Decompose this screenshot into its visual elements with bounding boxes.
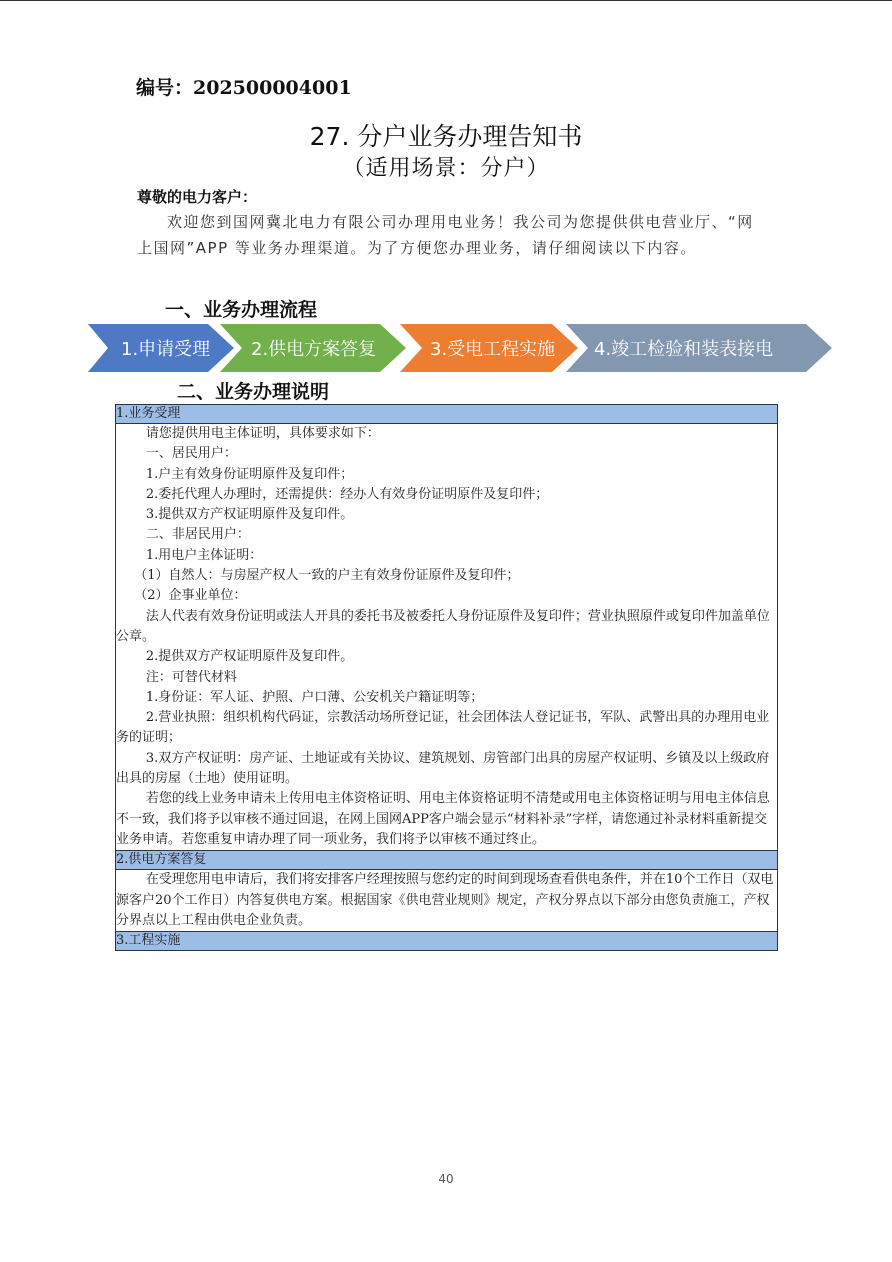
text-line: 法人代表有效身份证明或法人开具的委托书及被委托人身份证原件及复印件；营业执照原件或复印件加盖单位公章。 — [116, 608, 770, 644]
section1-title: 一、业务办理流程 — [165, 299, 318, 321]
intro-paragraph: 欢迎您到国网冀北电力有限公司办理用电业务！我公司为您提供供电营业厅、“网上国网”APP 等业务办理渠道。为了方便您办理业务，请仔细阅读以下内容。 — [137, 213, 754, 257]
text-line: 1.户主有效身份证明原件及复印件； — [145, 466, 354, 482]
text-line: 3.提供双方产权证明原件及复印件。 — [145, 507, 354, 523]
text-line: （2）企事业单位： — [134, 588, 247, 604]
text-line: 若您的线上业务申请未上传用电主体资格证明、用电主体资格证明不清楚或用电主体资格证明与用电主体信息不一致，我们将予以审核不通过回退，在网上国网APP客户端会显示“材料补录”字样，请您通过补录材料重新提交业务申请。若您重复申请办理了同一项业务，我们将予以审核不通过终止。 — [116, 791, 770, 847]
section-header-project-implementation: 3.工程实施 — [116, 932, 778, 951]
business-instructions-table — [115, 404, 778, 951]
section-body-supply-plan-reply — [116, 870, 778, 932]
page-subtitle: （适用场景：分户） — [342, 156, 550, 181]
table-section-header — [116, 851, 778, 870]
section-body-business-acceptance — [116, 424, 778, 851]
document-number — [136, 73, 352, 100]
greeting: 尊敬的电力客户： — [137, 188, 258, 206]
text-line: 1.用电户主体证明： — [145, 547, 263, 563]
flow-step-3-label: 3.受电工程实施 — [430, 339, 556, 360]
document-number-value: 202500004001 — [193, 77, 352, 99]
text-line: 请您提供用电主体证明，具体要求如下： — [145, 426, 380, 441]
flow-step-1-label: 1.申请受理 — [121, 339, 211, 360]
text-line: 2.营业执照：组织机构代码证，宗教活动场所登记证，社会团体法人登记证书，军队、武警出具的办理用电业务的证明； — [116, 710, 770, 746]
top-border-line — [0, 0, 892, 1]
text-line: 2.提供双方产权证明原件及复印件。 — [145, 649, 354, 665]
text-line: 在受理您用电申请后，我们将安排客户经理按照与您约定的时间到现场查看供电条件，并在10个工作日（双电源客户20个工作日）内答复供电方案。根据国家《供电营业规则》规定，产权分界点以下部分由您负责施工，产权分界点以上工程由供电企业负责。 — [116, 872, 774, 928]
table-section-header — [116, 405, 778, 424]
text-line: 注：可替代材料 — [145, 669, 237, 685]
text-line: 1.身份证：军人证、护照、户口薄、公安机关户籍证明等； — [145, 689, 484, 705]
flow-step-4-label: 4.竣工检验和装表接电 — [594, 339, 774, 360]
text-line: 3.双方产权证明：房产证、土地证或有关协议、建筑规划、房管部门出具的房屋产权证明、乡镇及以上级政府出具的房屋（土地）使用证明。 — [116, 750, 770, 787]
page-title: 27. 分户业务办理告知书 — [309, 122, 583, 151]
text-line: 二、非居民用户： — [145, 527, 250, 543]
document-number-label: 编号： — [136, 77, 194, 99]
page-number: 40 — [438, 1172, 454, 1186]
table-section-body — [116, 424, 778, 851]
table-section-header — [116, 932, 778, 951]
section-header-business-acceptance: 1.业务受理 — [116, 405, 778, 424]
text-line: （1）自然人：与房屋产权人一致的户主有效身份证原件及复印件； — [134, 568, 520, 584]
flow-step-2-label: 2.供电方案答复 — [251, 339, 377, 360]
text-line: 一、居民用户： — [145, 446, 237, 462]
process-flow — [88, 324, 833, 372]
text-line: 2.委托代理人办理时，还需提供：经办人有效身份证明原件及复印件； — [145, 486, 549, 502]
section2-title: 二、业务办理说明 — [177, 381, 330, 403]
table-section-body — [116, 870, 778, 932]
section-header-supply-plan-reply: 2.供电方案答复 — [116, 851, 778, 870]
